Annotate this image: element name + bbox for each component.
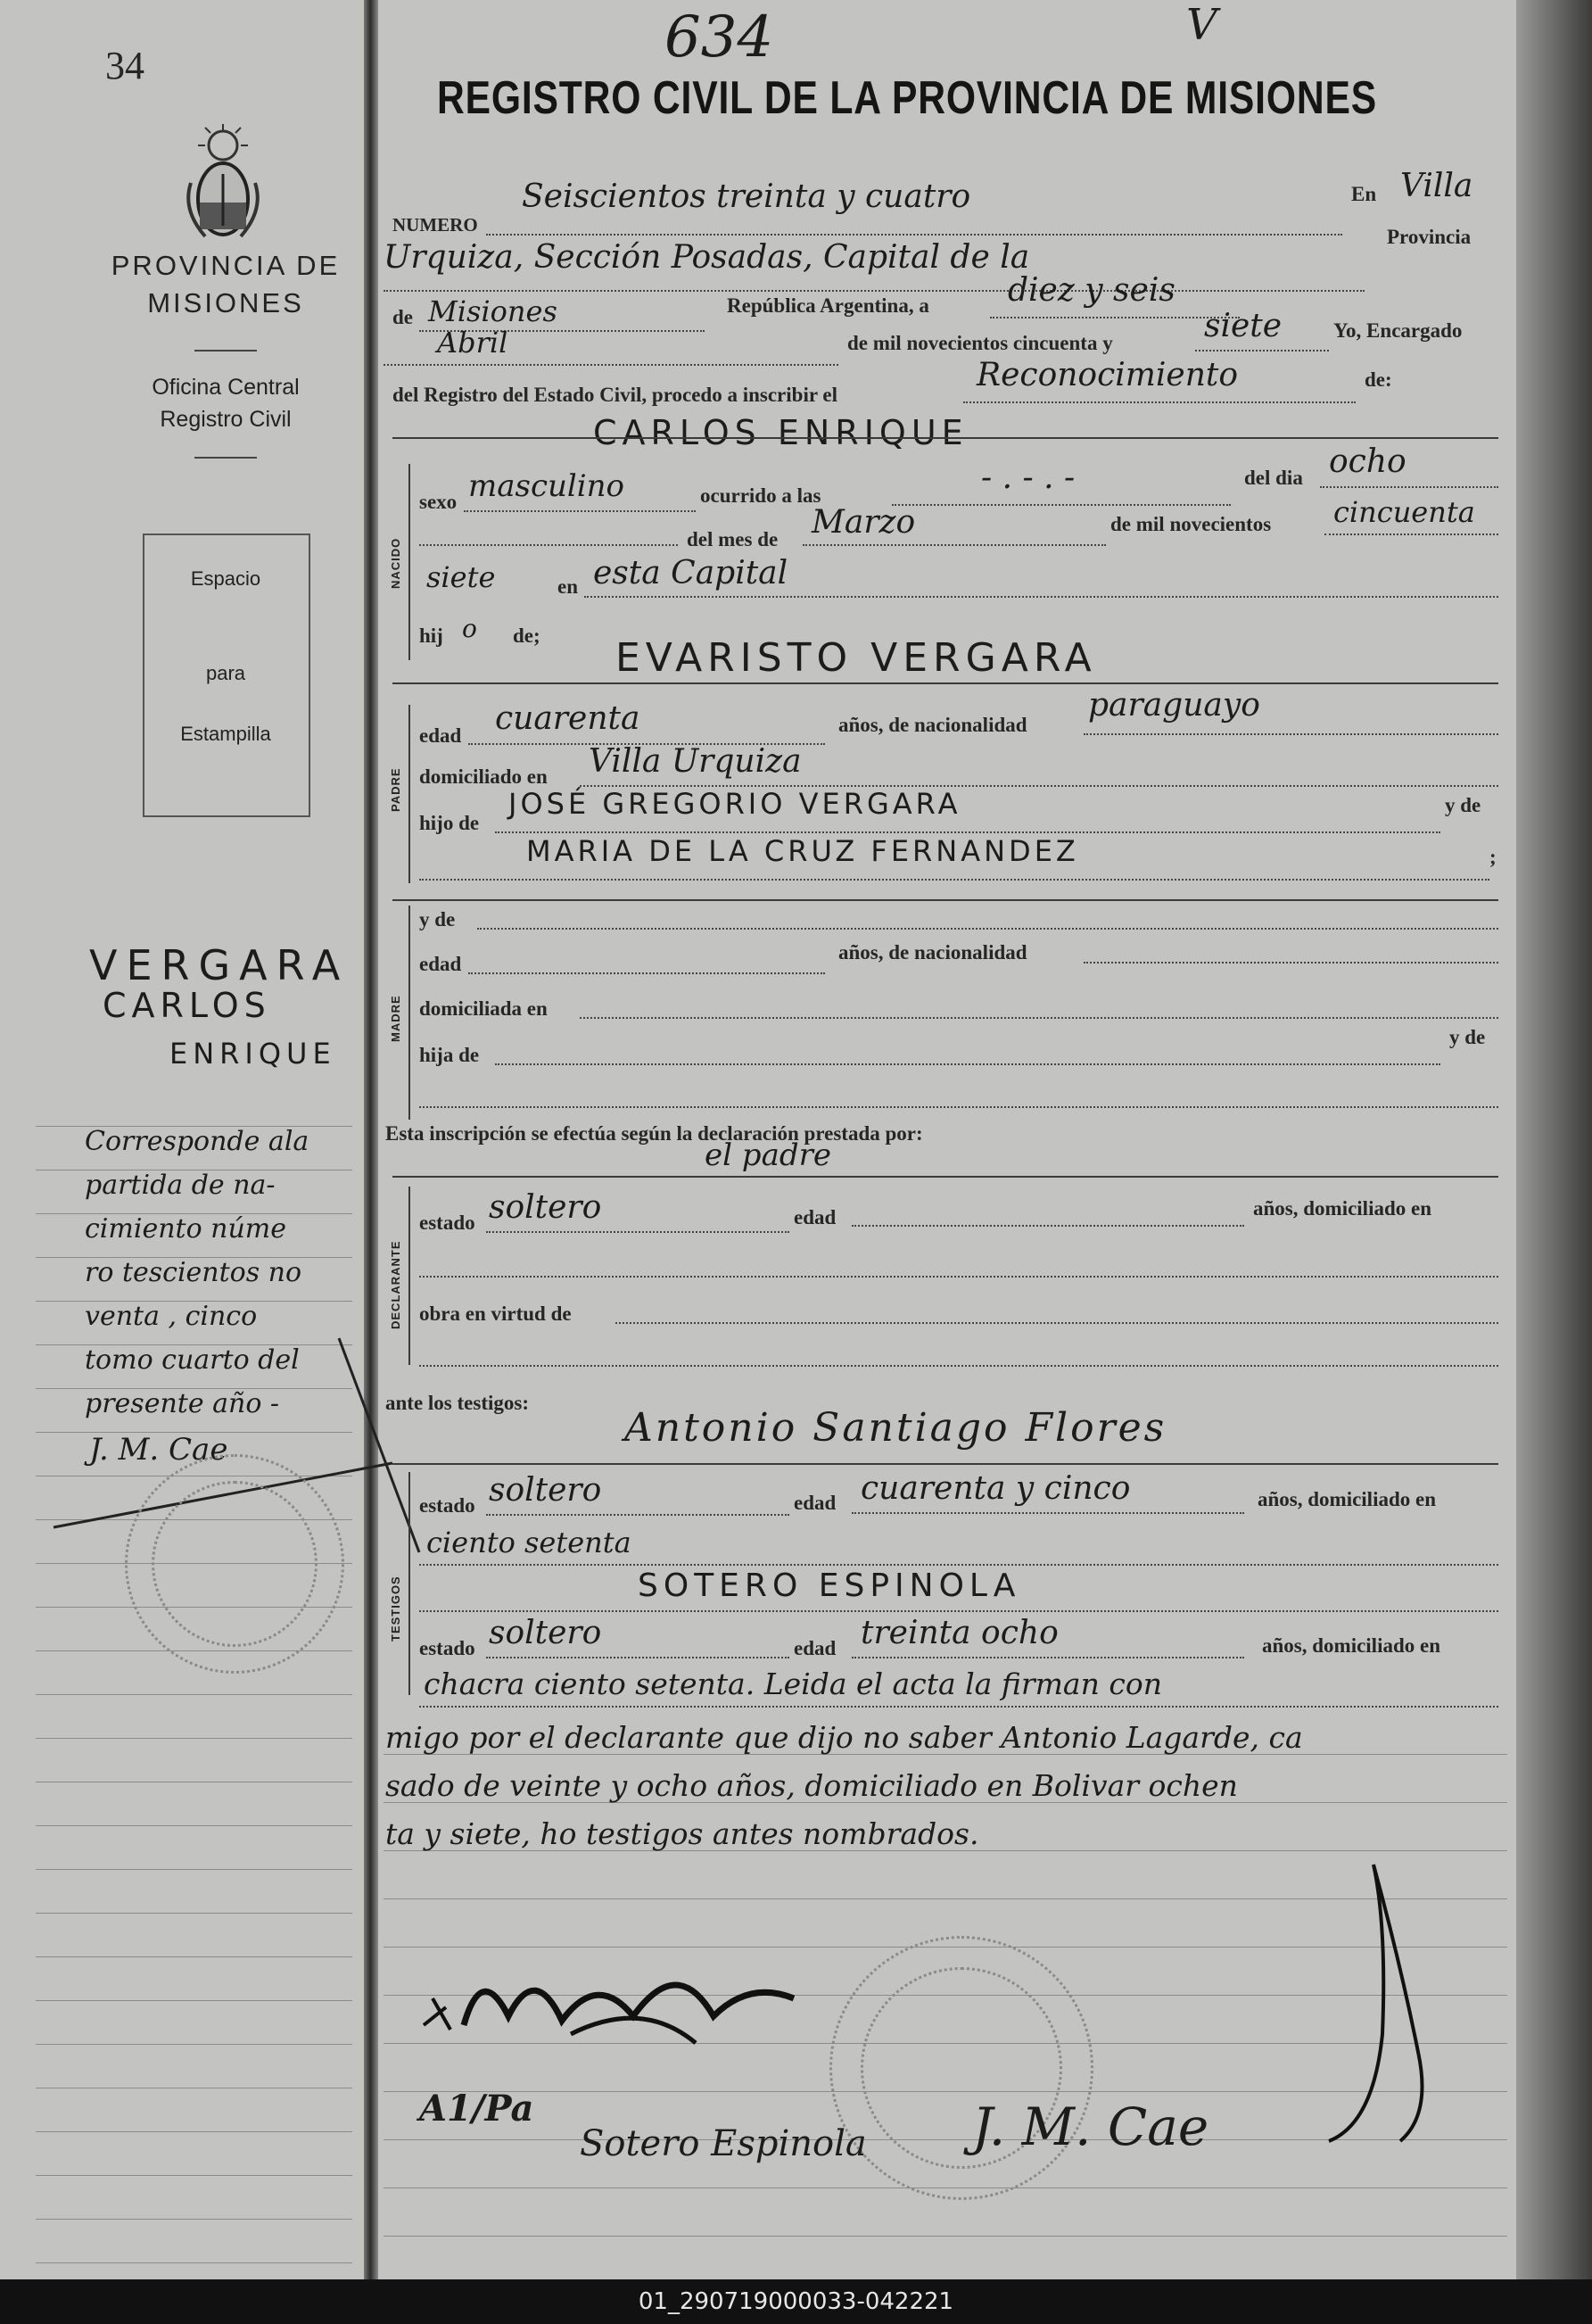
label-de-mil: de mil novecientos cincuenta y (847, 332, 1113, 354)
fill-line (852, 1225, 1244, 1227)
fill-line (419, 879, 1489, 881)
label-del-registro: del Registro del Estado Civil, procedo a inscribir el (392, 384, 837, 406)
stamp-space-line3: Estampilla (180, 723, 271, 745)
label-yo: Yo, Encargado (1333, 319, 1463, 342)
margin-rule (36, 2219, 352, 2220)
value-t2-estado: soltero (489, 1615, 602, 1651)
label-de-mil2: de mil novecientos (1110, 513, 1272, 535)
province-line2: MISIONES (147, 287, 304, 318)
value-nombre: CARLOS ENRIQUE (593, 413, 969, 452)
fill-line (468, 972, 825, 974)
margin-rule (36, 2131, 352, 2132)
office-line2: Registro Civil (160, 407, 292, 432)
fill-line (419, 1564, 1498, 1566)
fill-line (1084, 733, 1498, 735)
margin-rule (36, 1825, 352, 1826)
section-line (392, 437, 1498, 439)
label-semicolon: ; (1489, 846, 1497, 868)
fill-line (584, 596, 1498, 598)
fill-line (419, 1365, 1498, 1367)
margin-note-line: cimiento núme (85, 1213, 287, 1245)
label-madre-y-de: y de (419, 908, 456, 930)
section-line (392, 1463, 1498, 1465)
value-hij-suffix: o (462, 614, 477, 643)
fill-line (1324, 533, 1498, 535)
stamp-space-line2: para (205, 662, 246, 684)
value-en: Villa (1400, 168, 1473, 204)
page-title: REGISTRO CIVIL DE LA PROVINCIA DE MISIONES (437, 72, 1377, 124)
image-id-footer: 01_290719000033-042221 (0, 2279, 1592, 2324)
office-line1: Oficina Central (152, 375, 300, 400)
label-t1-estado: estado (419, 1494, 475, 1517)
label-y-de: y de (1445, 794, 1481, 816)
margin-initials: J. M. Cae (89, 1432, 228, 1468)
label-madre-anos-nac: años, de nacionalidad (838, 941, 1027, 964)
value-dia: ocho (1329, 443, 1406, 480)
page-number: 34 (105, 44, 144, 87)
signature-official: J. M. Cae (972, 2097, 1209, 2157)
value-provincia: Misiones (428, 294, 557, 328)
fill-line (384, 290, 1365, 292)
province-line1: PROVINCIA DE (111, 250, 341, 281)
fill-line (486, 1657, 789, 1658)
official-seal-inner-icon (152, 1481, 318, 1647)
margin-note-line: Corresponde ala (85, 1126, 309, 1157)
value-lugar: esta Capital (593, 555, 788, 591)
margin-name2: ENRIQUE (169, 1037, 336, 1071)
value-padre-nac: paraguayo (1088, 687, 1260, 724)
fill-line (580, 1017, 1498, 1019)
label-decl-anos-dom: años, domiciliado en (1253, 1197, 1432, 1220)
side-label-padre: PADRE (389, 767, 402, 812)
section-line (392, 682, 1498, 684)
margin-note-line: tomo cuarto del (85, 1344, 300, 1376)
signature-annotation: A1/Pa (419, 2088, 534, 2130)
value-mes-nac: Marzo (812, 504, 916, 541)
value-t2-edad: treinta ocho (861, 1615, 1059, 1651)
label-obra: obra en virtud de (419, 1303, 572, 1325)
label-en: En (1351, 183, 1377, 205)
margin-rule (36, 1738, 352, 1739)
section-line (392, 899, 1498, 901)
label-t1-edad: edad (794, 1492, 837, 1514)
label-t1-anos-dom: años, domiciliado en (1258, 1488, 1437, 1510)
value-padre-dom: Villa Urquiza (589, 743, 802, 780)
value-cont1: migo por el declarante que dijo no saber Antonio Lagarde, ca (385, 1720, 1303, 1755)
official-flourish (1320, 1856, 1454, 2159)
label-hija-de: hija de (419, 1044, 480, 1066)
label-en2: en (557, 575, 578, 598)
label-edad: edad (419, 724, 462, 747)
value-anio: siete (1204, 308, 1283, 344)
value-numero: Seiscientos treinta y cuatro (522, 178, 971, 215)
signature-sotero: Sotero Espinola (580, 2123, 867, 2164)
fill-line (384, 364, 838, 366)
label-decl-estado: estado (419, 1212, 475, 1234)
fill-line (615, 1322, 1498, 1324)
value-anio-nac: cincuenta (1333, 495, 1475, 529)
folio-number: 634 (664, 4, 774, 70)
margin-note-line: partida de na- (85, 1170, 276, 1201)
value-place: Urquiza, Sección Posadas, Capital de la (384, 239, 1030, 276)
value-t1-dom: ciento setenta (426, 1526, 631, 1559)
margin-note-line: presente año - (85, 1388, 280, 1419)
fill-line (464, 510, 696, 512)
label-ocurrido: ocurrido a las (700, 484, 821, 507)
value-padre-edad: cuarenta (495, 700, 640, 737)
page-fold (364, 0, 378, 2279)
margin-rule (36, 2000, 352, 2001)
continuation-rule (384, 2236, 1507, 2237)
label-de-semicolon: de; (513, 624, 540, 647)
label-domiciliada-en: domiciliada en (419, 997, 548, 1020)
value-mes: Abril (437, 326, 508, 360)
label-t2-estado: estado (419, 1637, 475, 1659)
value-fecha-dia: diez y seis (1008, 272, 1175, 309)
value-abuelo: JOSÉ GREGORIO VERGARA (508, 787, 961, 821)
label-madre-edad: edad (419, 953, 462, 975)
fill-line (419, 1276, 1498, 1278)
margin-rule (36, 1913, 352, 1914)
fill-line (1320, 486, 1498, 488)
section-bar (408, 1472, 410, 1695)
value-sexo: masculino (468, 468, 625, 504)
label-t2-anos-dom: años, domiciliado en (1262, 1634, 1441, 1657)
margin-rule (36, 1869, 352, 1870)
book-spine (1516, 0, 1592, 2279)
fill-line (419, 1610, 1498, 1612)
coat-of-arms-icon (178, 120, 268, 245)
fill-line (486, 1231, 789, 1233)
section-bar (408, 1187, 410, 1365)
value-cont3: ta y siete, ho testigos antes nombrados. (385, 1816, 979, 1851)
side-label-nacido: NACIDO (389, 537, 402, 589)
label-provincia: Provincia (1387, 226, 1472, 248)
value-decl-estado: soltero (489, 1189, 602, 1226)
label-anos-nac: años, de nacionalidad (838, 714, 1027, 736)
label-decl-edad: edad (794, 1206, 837, 1228)
side-label-madre: MADRE (389, 995, 402, 1042)
fill-line (892, 504, 1231, 506)
margin-note-line: ro tescientos no (85, 1257, 302, 1288)
label-t2-edad: edad (794, 1637, 837, 1659)
margin-rule (36, 2175, 352, 2176)
value-cont2: sado de veinte y ocho años, domiciliado en Bolivar ochen (385, 1768, 1238, 1803)
margin-note-line: venta , cinco (85, 1301, 258, 1332)
label-de: de (392, 306, 413, 328)
label-domiciliado-en: domiciliado en (419, 765, 548, 788)
corner-mark: V (1186, 0, 1217, 50)
fill-line (990, 317, 1240, 318)
margin-surname: VERGARA (89, 941, 350, 989)
label-hijo-de: hijo de (419, 812, 480, 834)
label-republica: República Argentina, a (727, 294, 929, 317)
value-abuela: MARIA DE LA CRUZ FERNANDEZ (526, 834, 1079, 868)
stamp-space-line1: Espacio (190, 567, 261, 590)
fill-line (495, 831, 1440, 833)
fill-line (803, 544, 1106, 546)
fill-line (419, 544, 678, 546)
margin-rule (36, 1956, 352, 1957)
fill-line (419, 1106, 1498, 1108)
section-bar (408, 705, 410, 883)
label-del-dia: del dia (1244, 467, 1303, 489)
fill-line (852, 1512, 1244, 1514)
label-inscripcion: Esta inscripción se efectúa según la declaración prestada por: (385, 1122, 923, 1145)
value-anio-nac2: siete (426, 560, 496, 594)
margin-name1: CARLOS (103, 986, 271, 1025)
label-sexo: sexo (419, 491, 458, 513)
label-hij: hij (419, 624, 443, 647)
value-padre-nombre: EVARISTO VERGARA (615, 635, 1097, 681)
margin-rule (36, 2262, 352, 2263)
margin-rule (36, 1694, 352, 1695)
side-label-declarante: DECLARANTE (389, 1240, 402, 1329)
fill-line (419, 1706, 1498, 1708)
section-bar (408, 906, 410, 1120)
label-numero: NUMERO (392, 214, 478, 236)
fill-line (1084, 962, 1498, 964)
section-line (392, 1176, 1498, 1178)
fill-line (963, 401, 1356, 403)
value-t2-dom: chacra ciento setenta. Leida el acta la firman con (424, 1666, 1162, 1701)
label-del-mes: del mes de (687, 528, 779, 550)
value-acto: Reconocimiento (977, 357, 1239, 393)
value-testigo1: Antonio Santiago Flores (624, 1405, 1167, 1451)
label-ante-testigos: ante los testigos: (385, 1392, 529, 1414)
side-label-testigos: TESTIGOS (389, 1576, 402, 1642)
value-t1-edad: cuarenta y cinco (861, 1470, 1131, 1507)
fill-line (486, 1514, 789, 1516)
value-hora: - . - . - (981, 459, 1076, 496)
label-madre-y-de2: y de (1449, 1026, 1486, 1048)
divider (194, 350, 257, 351)
divider (194, 457, 257, 459)
fill-line (477, 928, 1498, 930)
declarant-signature (410, 1945, 821, 2061)
value-t1-estado: soltero (489, 1472, 602, 1509)
fill-line (1195, 350, 1329, 351)
fill-line (495, 1063, 1440, 1065)
value-testigo2: SOTERO ESPINOLA (638, 1567, 1021, 1604)
fill-line (486, 234, 1342, 236)
value-declarante: el padre (705, 1137, 831, 1173)
margin-rule (36, 2044, 352, 2045)
label-de-colon: de: (1365, 368, 1392, 391)
section-bar (408, 464, 410, 660)
fill-line (852, 1657, 1244, 1658)
